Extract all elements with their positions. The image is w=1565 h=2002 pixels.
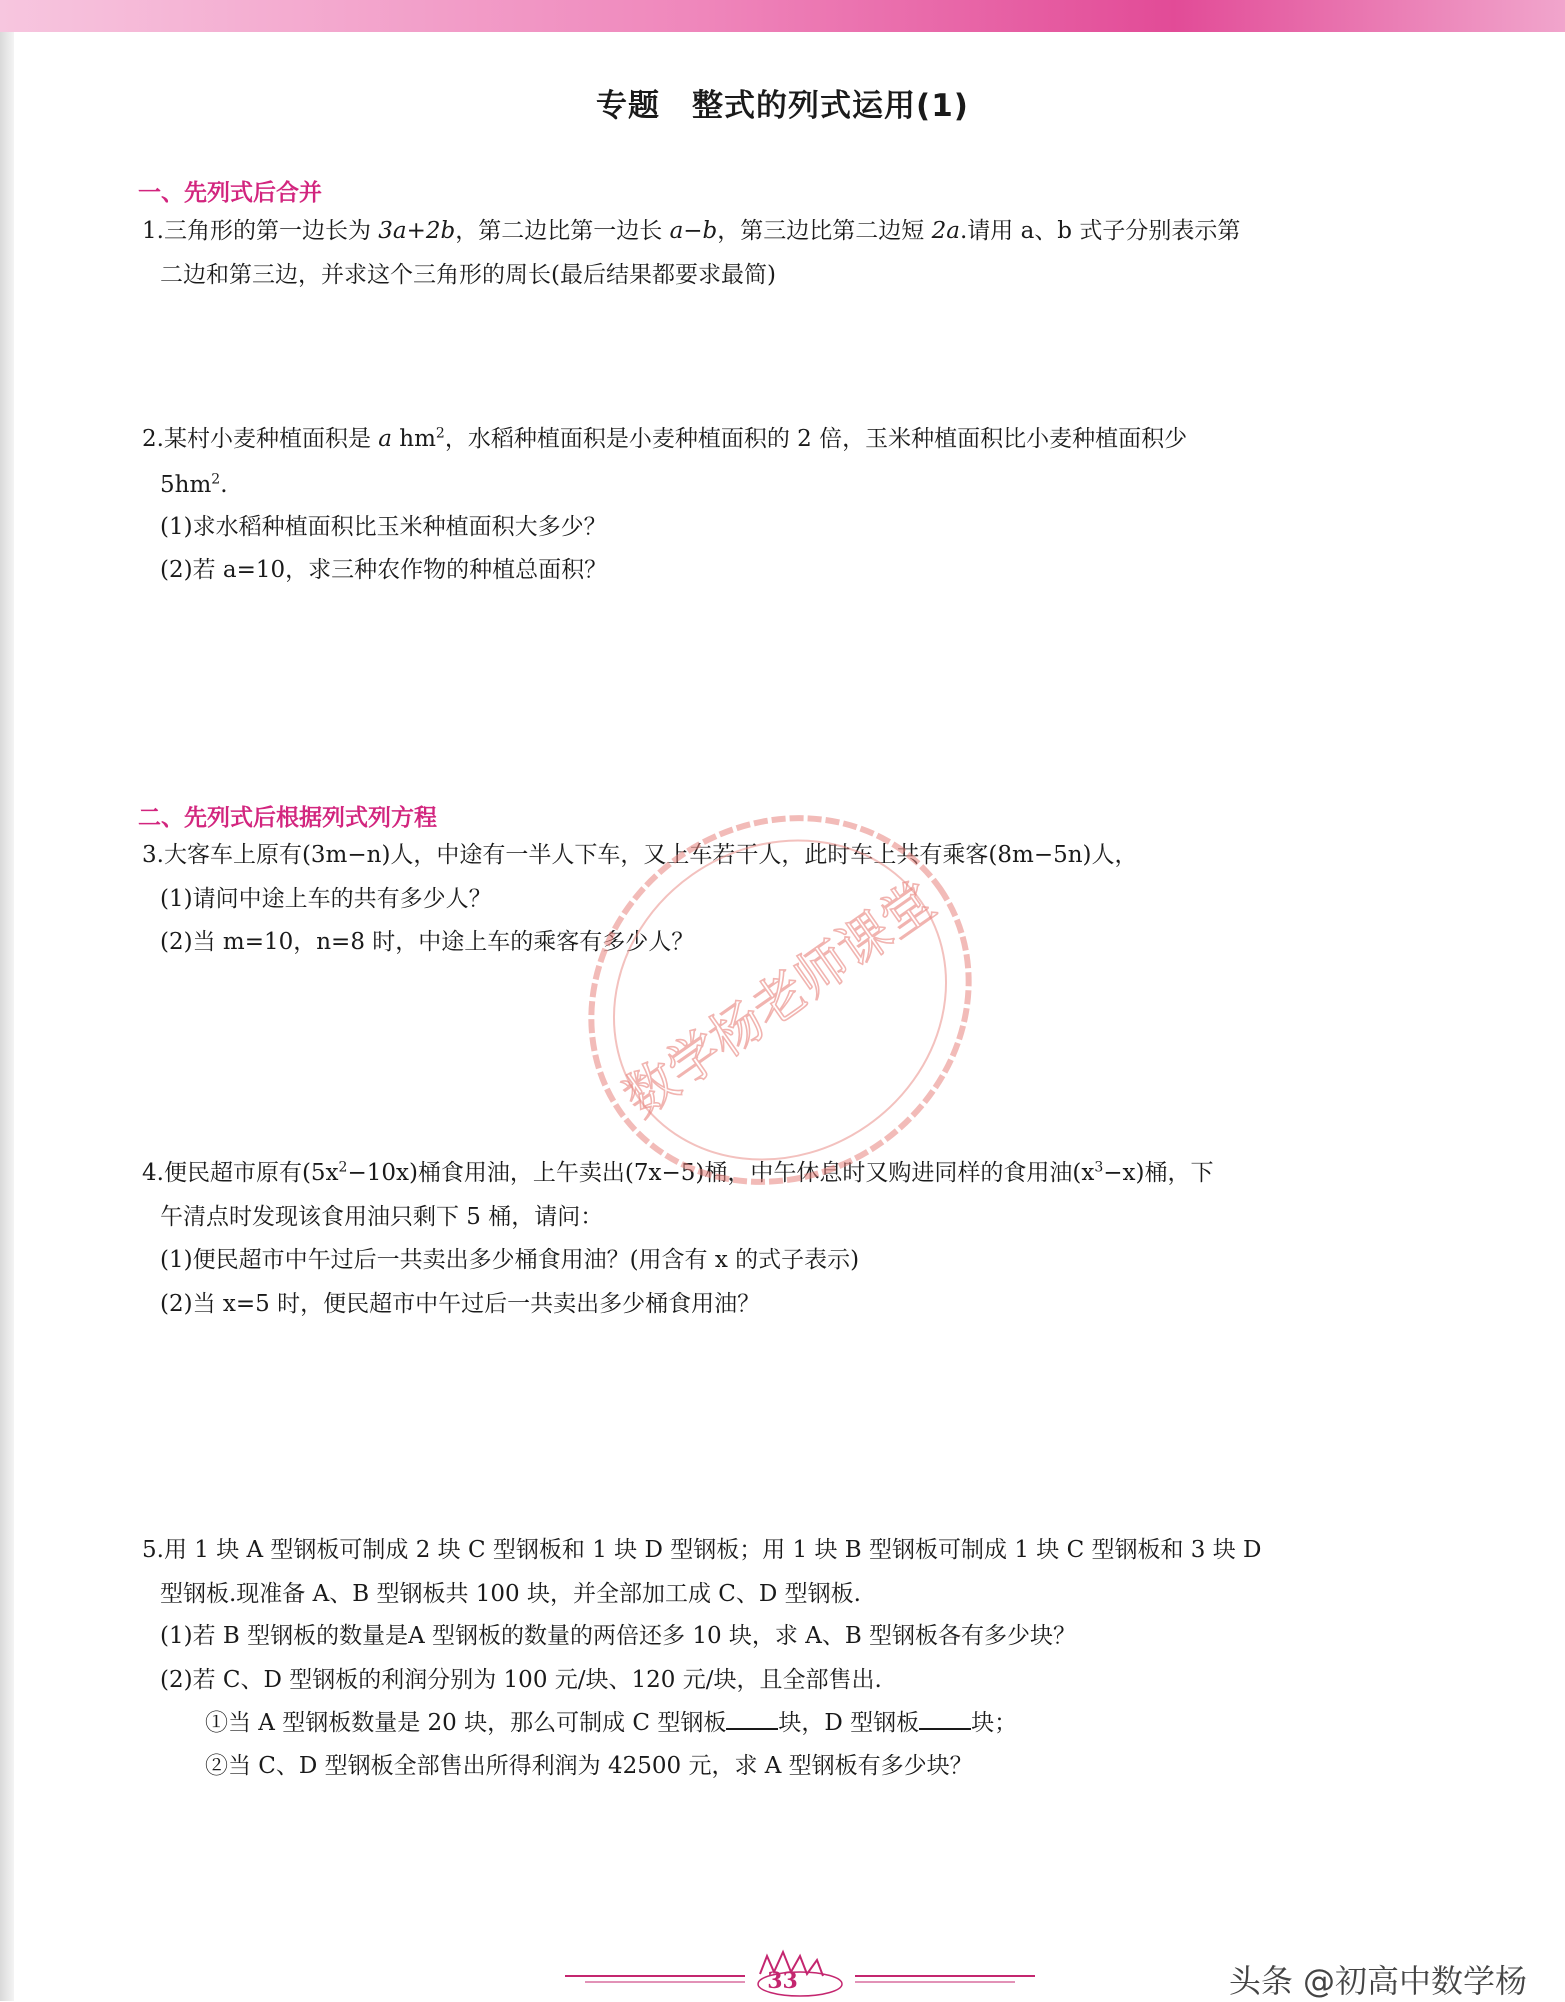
top-decorative-band	[0, 0, 1565, 32]
question-2-line-2: $5hm^2$.	[160, 471, 228, 498]
question-4-part-2: (2)当 x=5 时，便民超市中午过后一共卖出多少桶食用油？	[160, 1291, 761, 1317]
question-5-line-2: 型钢板.现准备 A、B 型钢板共 100 块，并全部加工成 C、D 型钢板.	[160, 1581, 861, 1607]
page-title: 专题 整式的列式运用(1)	[596, 88, 969, 124]
section-heading-1: 一、先列式后合并	[138, 180, 322, 206]
question-5-line-1: 5.用 1 块 A 型钢板可制成 2 块 C 型钢板和 1 块 D 型钢板；用 1 块 B 型钢板可制成 1 块 C 型钢板和 3 块 D	[142, 1537, 1262, 1563]
question-5-part-2: (2)若 C、D 型钢板的利润分别为 100 元/块、120 元/块，且全部售出.	[160, 1667, 882, 1693]
stamp-text: 数学杨老师课堂	[613, 871, 947, 1129]
question-2-line-1: 2.某村小麦种植面积是 a $hm^2$，水稻种植面积是小麦种植面积的 2 倍，玉米种植面积比小麦种植面积少	[142, 425, 1188, 452]
answer-blank-c[interactable]	[726, 1710, 778, 1730]
answer-blank-d[interactable]	[919, 1710, 971, 1730]
question-4-line-2: 午清点时发现该食用油只剩下 5 桶，请问：	[160, 1204, 604, 1230]
page-number: 33	[767, 1968, 798, 1994]
page-binding-edge	[0, 32, 14, 2001]
question-2-part-1: (1)求水稻种植面积比玉米种植面积大多少？	[160, 514, 607, 540]
question-3-line-1: 3.大客车上原有(3m−n)人，中途有一半人下车，又上车若干人，此时车上共有乘客(8m−5n)人，	[142, 842, 1138, 868]
question-5-sub-1: ①当 A 型钢板数量是 20 块，那么可制成 C 型钢板 块，D 型钢板 块；	[205, 1710, 1018, 1736]
source-watermark: 头条 @初高中数学杨	[1228, 1962, 1527, 2000]
question-2-part-2: (2)若 a=10，求三种农作物的种植总面积？	[160, 557, 608, 583]
question-3-part-2: (2)当 m=10，n=8 时，中途上车的乘客有多少人？	[160, 929, 695, 955]
question-3-part-1: (1)请问中途上车的共有多少人？	[160, 886, 492, 912]
question-1-line-2: 二边和第三边，并求这个三角形的周长(最后结果都要求最简)	[160, 262, 776, 288]
question-5-sub-2: ②当 C、D 型钢板全部售出所得利润为 42500 元，求 A 型钢板有多少块？	[205, 1753, 973, 1779]
question-5-part-1: (1)若 B 型钢板的数量是A 型钢板的数量的两倍还多 10 块，求 A、B 型钢板各有多少块？	[160, 1623, 1077, 1649]
question-4-line-1: 4.便民超市原有$(5x^2-10x)$桶食用油，上午卖出(7x−5)桶，中午休息时又购进同样的食用油$(x^3-x)$桶，下	[142, 1159, 1214, 1186]
question-4-part-1: (1)便民超市中午过后一共卖出多少桶食用油？(用含有 x 的式子表示)	[160, 1247, 860, 1273]
section-heading-2: 二、先列式后根据列式列方程	[138, 805, 437, 831]
question-1-line-1: 1.三角形的第一边长为 3a+2b，第二边比第一边长 a−b，第三边比第二边短 2a.请用 a、b 式子分别表示第	[142, 218, 1241, 244]
